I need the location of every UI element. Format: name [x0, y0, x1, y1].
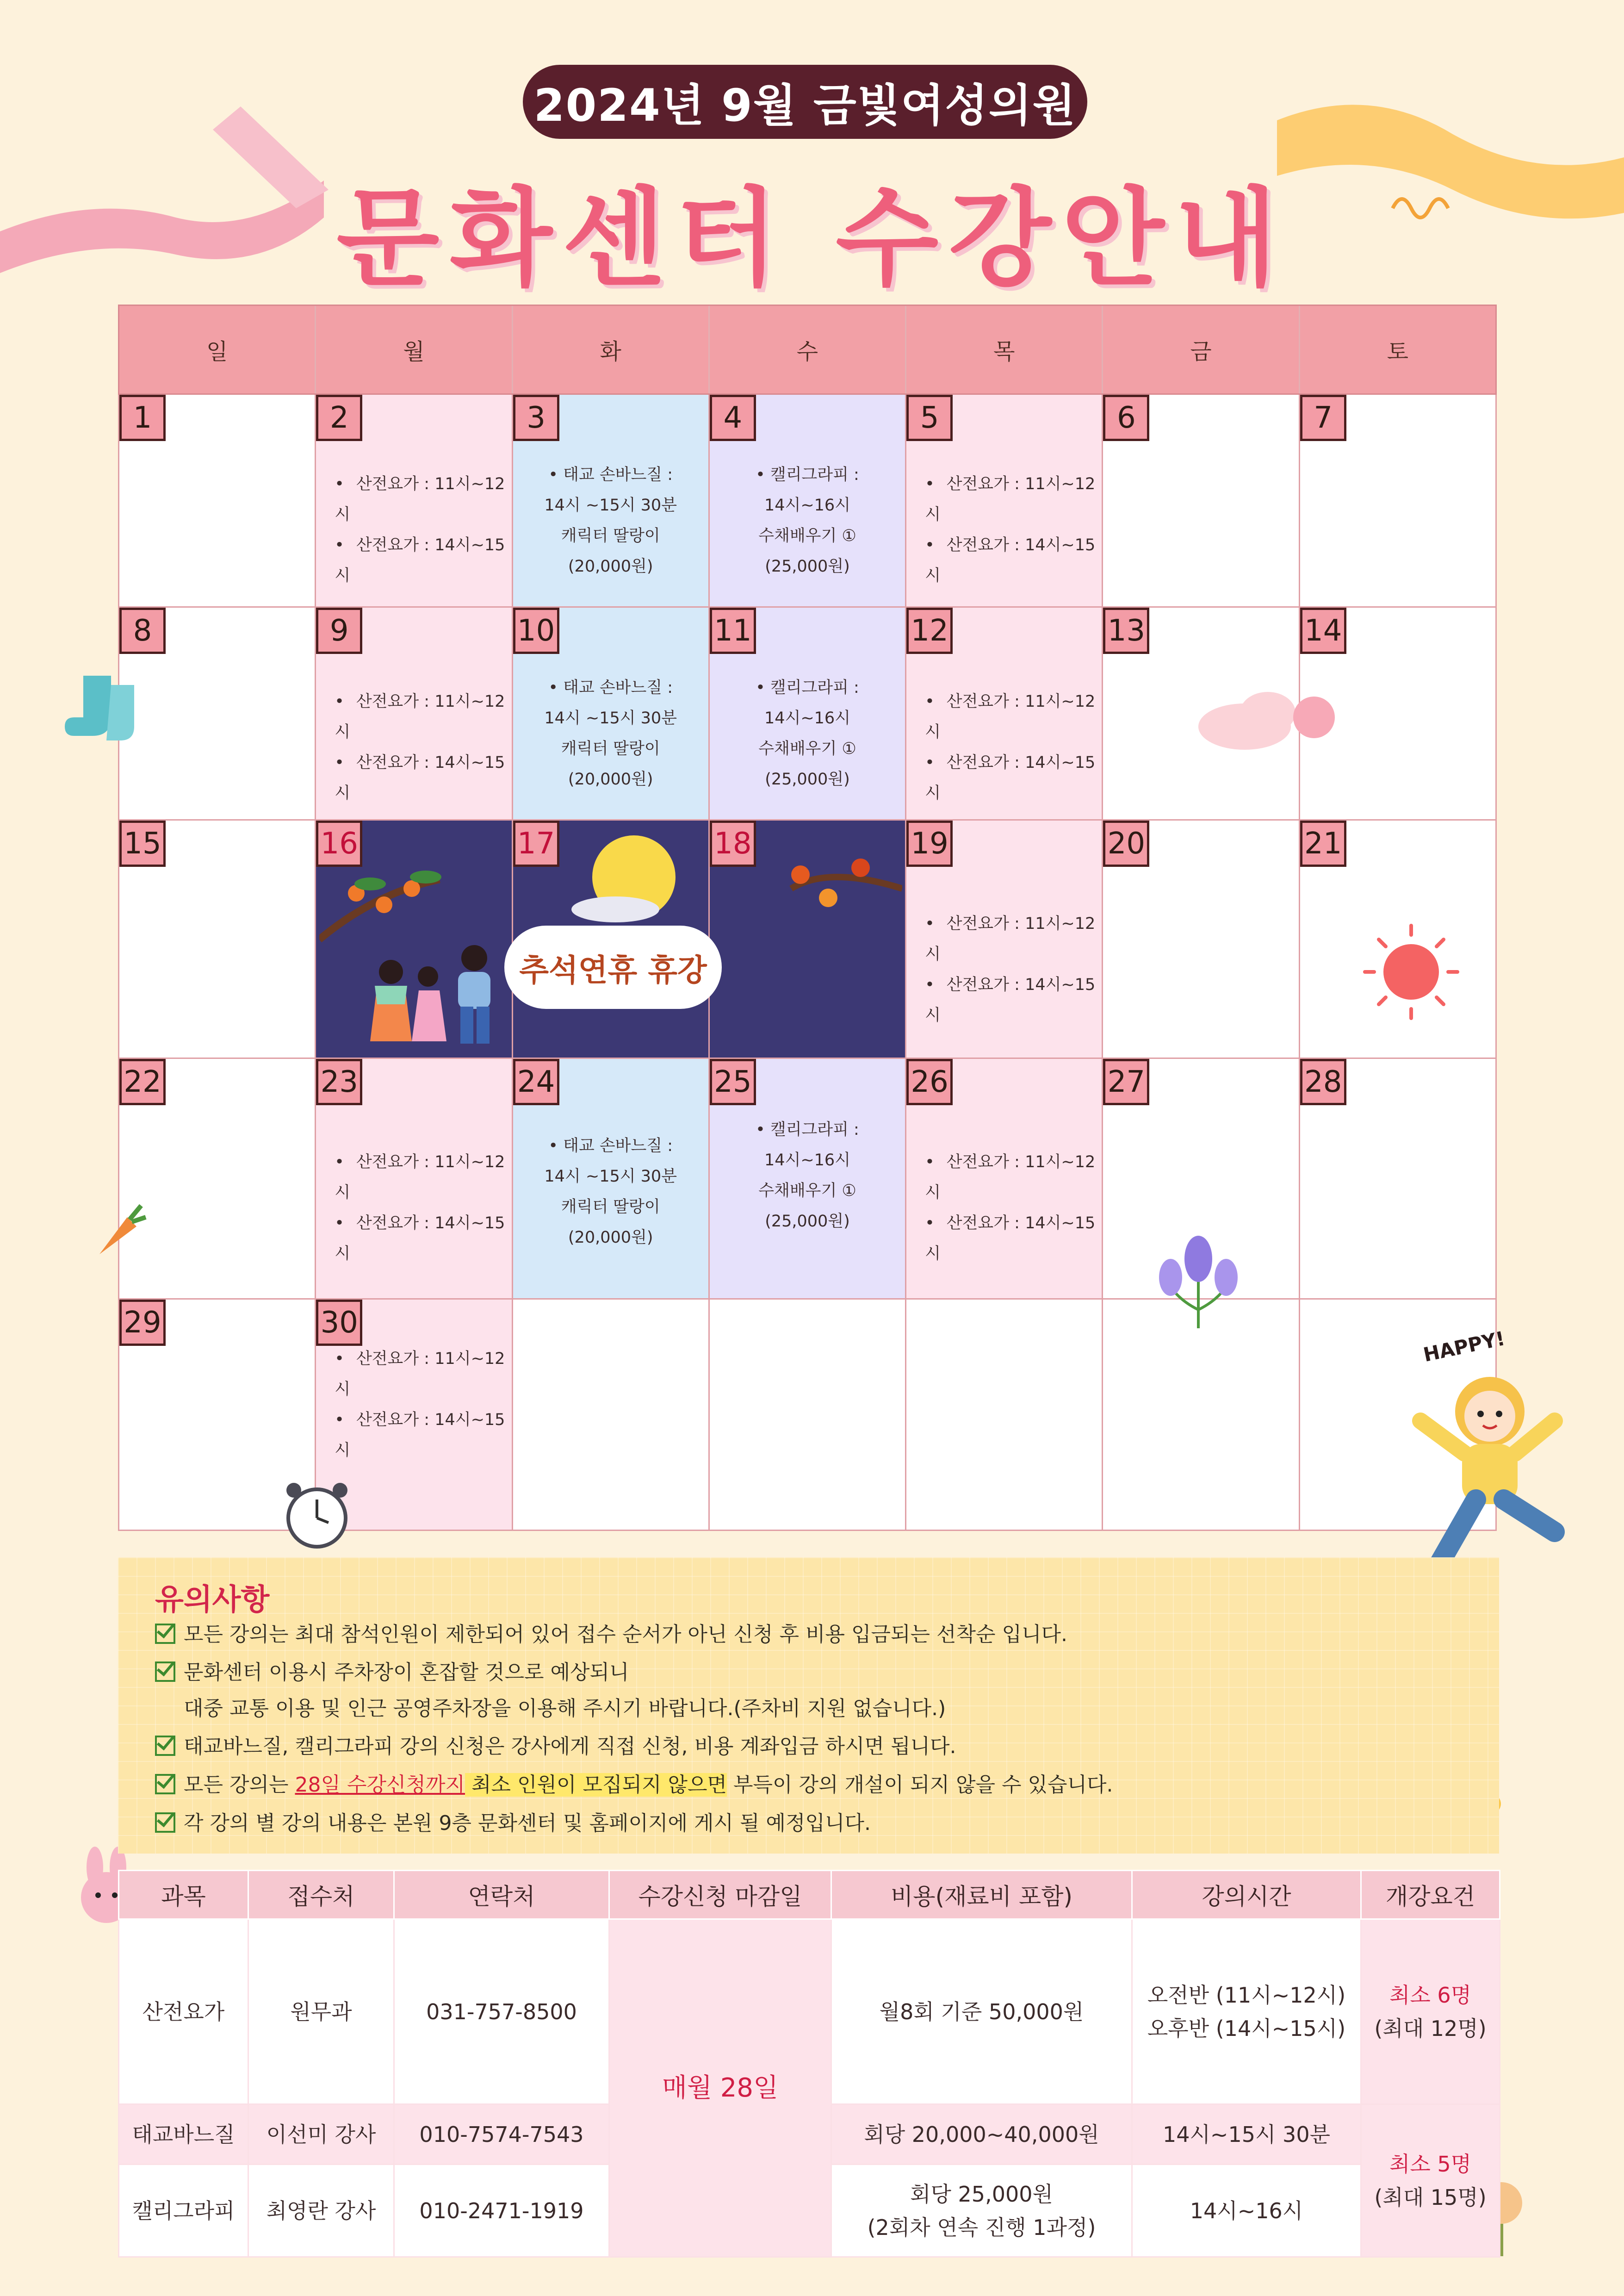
taegyo-event: • 태교 손바느질 :	[548, 678, 673, 697]
day-cell-empty	[906, 1300, 1103, 1531]
taegyo-event: • 태교 손바느질 :	[548, 1137, 673, 1155]
note-text: 태교바느질, 캘리그라피 강의 신청은 강사에게 직접 신청, 비용 계좌입금 하시면 됩니다.	[184, 1735, 956, 1758]
calendar-week	[118, 1059, 1497, 1300]
calli-event: (25,000원)	[765, 1212, 850, 1231]
yoga-event: • 산전요가 : 14시~15시	[335, 1405, 511, 1466]
subject-cell: 산전요가	[119, 1919, 248, 2104]
calli-event: 수채배우기 ①	[758, 740, 856, 758]
day-number: 9	[316, 608, 362, 654]
place-cell: 원무과	[248, 1919, 394, 2104]
note-item	[155, 1655, 629, 1685]
table-header: 비용(재료비 포함)	[831, 1871, 1132, 1919]
day-cell	[513, 1059, 710, 1300]
yoga-event: • 산전요가 : 11시~12시	[925, 908, 1102, 970]
day-cell	[119, 821, 316, 1059]
sun-icon	[1360, 921, 1462, 1023]
day-number: 11	[710, 608, 756, 654]
table-header: 개강요건	[1361, 1871, 1500, 1919]
req-line: 최소 5명	[1389, 2151, 1472, 2177]
calli-event: 14시~16시	[764, 709, 850, 728]
day-number: 28	[1300, 1059, 1346, 1105]
time-line: 오전반 (11시~12시)	[1147, 1982, 1346, 2008]
table-header: 과목	[119, 1871, 248, 1919]
day-number: 22	[119, 1059, 166, 1105]
calli-event: (25,000원)	[765, 557, 850, 576]
checkbox-icon	[155, 1812, 175, 1833]
yoga-event: • 산전요가 : 14시~15시	[925, 970, 1102, 1031]
table-header: 강의시간	[1132, 1871, 1361, 1919]
calli-event: 수채배우기 ①	[758, 527, 856, 545]
yoga-event: • 산전요가 : 14시~15시	[335, 530, 511, 591]
day-number: 29	[119, 1300, 166, 1346]
calendar-week	[118, 395, 1497, 608]
day-number: 14	[1300, 608, 1346, 654]
alarm-clock-icon	[278, 1476, 356, 1555]
deadline-cell: 매월 28일	[609, 1919, 831, 2257]
day-number: 4	[710, 395, 756, 441]
yoga-event: • 산전요가 : 11시~12시	[335, 1344, 511, 1405]
cost-line: (2회차 연속 진행 1과정)	[867, 2215, 1096, 2240]
yoga-event: • 산전요가 : 11시~12시	[335, 686, 511, 747]
taegyo-event: 14시 ~15시 30분	[544, 709, 677, 728]
weekday-wed: 수	[710, 306, 906, 393]
taegyo-event: 캐릭터 딸랑이	[561, 740, 660, 758]
table-row	[119, 1919, 1500, 2104]
day-cell	[316, 1059, 513, 1300]
calli-event: 14시~16시	[764, 1151, 850, 1170]
calli-event: • 캘리그라피 :	[756, 466, 859, 484]
day-number: 25	[710, 1059, 756, 1105]
phone-cell: 010-2471-1919	[394, 2165, 609, 2257]
day-cell-empty	[710, 1300, 906, 1531]
day-number: 5	[906, 395, 953, 441]
day-cell	[1103, 395, 1300, 608]
calli-event: • 캘리그라피 :	[756, 678, 859, 697]
note-item	[184, 1692, 946, 1721]
weekday-tue: 화	[513, 306, 710, 393]
taegyo-event: 14시 ~15시 30분	[544, 496, 677, 515]
time-line: 오후반 (14시~15시)	[1147, 2016, 1346, 2041]
day-cell-empty	[513, 1300, 710, 1531]
yoga-event: • 산전요가 : 14시~15시	[925, 747, 1102, 809]
table-header-row	[119, 1871, 1500, 1919]
req-line: (최대 15명)	[1374, 2184, 1487, 2210]
day-cell	[906, 608, 1103, 821]
day-number: 2	[316, 395, 362, 441]
time-cell	[1132, 1919, 1361, 2104]
day-number: 15	[119, 821, 166, 867]
day-number: 7	[1300, 395, 1346, 441]
notes-title: 유의사항	[155, 1583, 270, 1617]
day-number: 21	[1300, 821, 1346, 867]
yoga-event: • 산전요가 : 11시~12시	[335, 1147, 511, 1208]
req-line: (최대 12명)	[1374, 2016, 1487, 2041]
note-item	[155, 1730, 956, 1759]
weekday-thu: 목	[906, 306, 1103, 393]
cost-cell: 월8회 기준 50,000원	[831, 1919, 1132, 2104]
day-number: 30	[316, 1300, 362, 1346]
checkbox-icon	[155, 1661, 175, 1682]
cost-line: 회당 25,000원	[910, 2181, 1053, 2207]
taegyo-event: (20,000원)	[568, 557, 653, 576]
weekday-fri: 금	[1103, 306, 1300, 393]
table-header: 접수처	[248, 1871, 394, 1919]
note-text: 각 강의 별 강의 내용은 본원 9층 문화센터 및 홈페이지에 게시 될 예정입니다.	[184, 1811, 871, 1835]
calli-event: 14시~16시	[764, 496, 850, 515]
yoga-event: • 산전요가 : 11시~12시	[925, 686, 1102, 747]
note-item	[155, 1618, 1067, 1647]
day-cell	[906, 1059, 1103, 1300]
day-cell	[119, 1059, 316, 1300]
weekday-sat: 토	[1387, 339, 1409, 365]
day-cell	[513, 608, 710, 821]
day-cell	[316, 395, 513, 608]
note-text: 부득이 강의 개설이 되지 않을 수 있습니다.	[727, 1773, 1113, 1797]
taegyo-event: 14시 ~15시 30분	[544, 1167, 677, 1186]
yoga-event: • 산전요가 : 11시~12시	[335, 469, 511, 530]
note-item	[155, 1806, 871, 1836]
calli-event: • 캘리그라피 :	[756, 1120, 859, 1139]
note-item	[155, 1768, 1113, 1798]
day-cell	[710, 608, 906, 821]
checkbox-icon	[155, 1624, 175, 1644]
yoga-event: • 산전요가 : 14시~15시	[335, 747, 511, 809]
yoga-event: • 산전요가 : 11시~12시	[925, 469, 1102, 530]
note-text: 대중 교통 이용 및 인근 공영주차장을 이용해 주시기 바랍니다.(주차비 지원 없습니다.)	[184, 1697, 946, 1720]
day-number: 16	[316, 821, 362, 867]
day-cell	[710, 395, 906, 608]
day-number: 6	[1103, 395, 1149, 441]
phone-cell: 031-757-8500	[394, 1919, 609, 2104]
calli-event: (25,000원)	[765, 770, 850, 789]
notes-panel	[118, 1557, 1499, 1854]
day-number: 19	[906, 821, 953, 867]
day-number: 1	[119, 395, 166, 441]
weekday-sun: 일	[119, 306, 316, 393]
time-cell: 14시~15시 30분	[1132, 2104, 1361, 2165]
note-text: 모든 강의는 최대 참석인원이 제한되어 있어 접수 순서가 아닌 신청 후 비용 입금되는 선착순 입니다.	[184, 1623, 1067, 1646]
day-number: 13	[1103, 608, 1149, 654]
weekday-mon: 월	[316, 306, 513, 393]
req-line: 최소 6명	[1389, 1982, 1472, 2008]
minimum-highlight: 최소 인원이 모집되지 않으면	[465, 1773, 727, 1797]
page-title: 문화센터 수강안내	[336, 177, 1288, 301]
deadline-highlight: 28일 수강신청까지	[295, 1773, 465, 1797]
yoga-event: • 산전요가 : 14시~15시	[925, 1208, 1102, 1269]
day-number: 24	[513, 1059, 559, 1105]
subject-cell: 태교바느질	[119, 2104, 248, 2165]
place-cell: 최영란 강사	[248, 2165, 394, 2257]
day-number: 18	[710, 821, 756, 867]
checkbox-icon	[155, 1736, 175, 1756]
holiday-bubble: 추석연휴 휴강	[504, 926, 722, 1009]
day-number: 17	[513, 821, 559, 867]
time-cell: 14시~16시	[1132, 2165, 1361, 2257]
socks-icon	[56, 666, 148, 750]
tulip-flower-icon	[1138, 1231, 1258, 1333]
taegyo-event: 캐릭터 딸랑이	[561, 527, 660, 545]
carrot-icon	[90, 1199, 150, 1259]
day-number: 26	[906, 1059, 953, 1105]
requirement-cell	[1361, 2104, 1500, 2257]
subtitle-pill: 2024년 9월 금빛여성의원	[523, 65, 1087, 139]
day-cell	[906, 395, 1103, 608]
table-header: 수강신청 마감일	[609, 1871, 831, 1919]
day-cell	[906, 821, 1103, 1059]
day-number: 27	[1103, 1059, 1149, 1105]
happy-text: HAPPY!	[1421, 1326, 1507, 1367]
day-cell	[710, 1059, 906, 1300]
checkbox-icon	[155, 1774, 175, 1794]
day-cell	[1103, 821, 1300, 1059]
day-number: 23	[316, 1059, 362, 1105]
day-cell	[1300, 1059, 1497, 1300]
cloud-icon	[1189, 685, 1337, 754]
course-info-table	[118, 1870, 1500, 2258]
requirement-cell	[1361, 1919, 1500, 2104]
day-cell	[119, 395, 316, 608]
day-number: 3	[513, 395, 559, 441]
note-text: 문화센터 이용시 주차장이 혼잡할 것으로 예상되니	[184, 1661, 629, 1684]
yoga-event: • 산전요가 : 14시~15시	[335, 1208, 511, 1269]
day-number: 20	[1103, 821, 1149, 867]
weekday-header	[118, 305, 1497, 395]
day-cell	[513, 395, 710, 608]
day-number: 10	[513, 608, 559, 654]
cost-cell: 회당 20,000~40,000원	[831, 2104, 1132, 2165]
cost-cell	[831, 2165, 1132, 2257]
taegyo-event: 캐릭터 딸랑이	[561, 1198, 660, 1216]
taegyo-event: (20,000원)	[568, 1228, 653, 1247]
table-header: 연락처	[394, 1871, 609, 1919]
subject-cell: 캘리그라피	[119, 2165, 248, 2257]
taegyo-event: • 태교 손바느질 :	[548, 466, 673, 484]
day-number: 8	[119, 608, 166, 654]
day-number: 12	[906, 608, 953, 654]
phone-cell: 010-7574-7543	[394, 2104, 609, 2165]
calli-event: 수채배우기 ①	[758, 1182, 856, 1200]
day-cell	[316, 608, 513, 821]
yoga-event: • 산전요가 : 11시~12시	[925, 1147, 1102, 1208]
day-cell	[1300, 395, 1497, 608]
day-cell	[119, 608, 316, 821]
day-cell-empty	[1103, 1300, 1300, 1531]
taegyo-event: (20,000원)	[568, 770, 653, 789]
place-cell: 이선미 강사	[248, 2104, 394, 2165]
yoga-event: • 산전요가 : 14시~15시	[925, 530, 1102, 591]
note-text: 모든 강의는	[184, 1773, 295, 1797]
